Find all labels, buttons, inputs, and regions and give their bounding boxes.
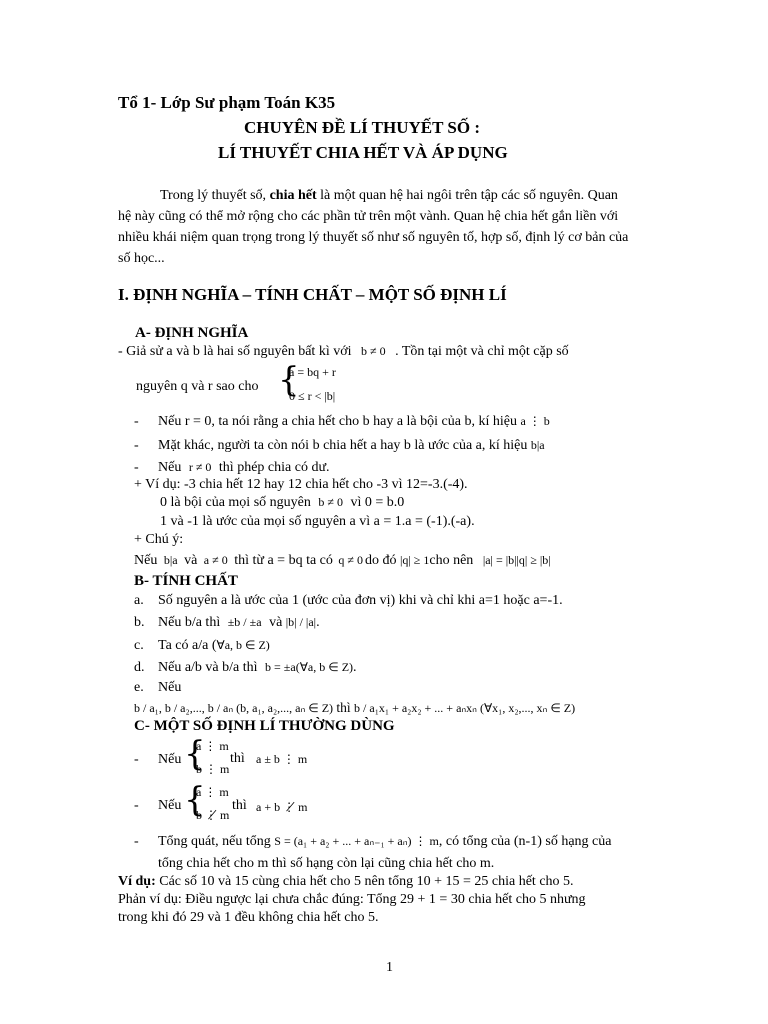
def-text: Nếu (158, 460, 182, 475)
math-b-nonzero: b ≠ 0 (361, 344, 386, 358)
prop-text: và (269, 615, 283, 630)
note-line (134, 553, 551, 569)
prop-label-c: c. (134, 638, 144, 653)
theorem2-result: a + b ⋮̸ m (256, 800, 308, 814)
example-line1: + Ví dụ: -3 chia hết 12 hay 12 chia hết cho -3 vì 12=-3.(-4). (134, 477, 468, 492)
def-text: - Giả sử a và b là hai số nguyên bất kì với (118, 344, 352, 359)
math-divisible: a ⋮ b (520, 414, 550, 428)
prop-b (158, 615, 320, 631)
math-r-nonzero: r ≠ 0 (188, 460, 212, 474)
theorem1-if: Nếu (158, 752, 182, 767)
math-divides-combination: b / a₁x₁ + a₂x₂ + ... + aₙxₙ (∀x₁, x₂,..., xₙ ∈ Z) (354, 701, 576, 715)
math-divides-each: b / a₁, b / a₂,..., b / aₙ (b, a₁, a₂,..., aₙ ∈ Z) (134, 701, 334, 715)
math-sum-divisible: S = (a₁ + a₂ + ... + aₙ₋₁ + aₙ) ⋮ m (274, 834, 439, 848)
def-line2: nguyên q và r sao cho (136, 379, 259, 394)
theorem3-line2: tổng chia hết cho m thì số hạng còn lại cũng chia hết cho m. (158, 856, 495, 871)
theorem-text: Tổng quát, nếu tổng (158, 834, 271, 849)
definition-heading: A- ĐỊNH NGHĨA (135, 325, 249, 341)
theorem1-cond1: a ⋮ m (196, 739, 229, 753)
bullet-dash: - (134, 798, 139, 813)
intro-text: Trong lý thuyết số, (160, 188, 270, 203)
section-heading: I. ĐỊNH NGHĨA – TÍNH CHẤT – MỘT SỐ ĐỊNH LÍ (118, 285, 507, 304)
theorem2-cond2: b ⋮̸ m (196, 808, 230, 822)
def-line1 (118, 344, 569, 360)
def-text: . Tồn tại một và chỉ một cặp số (395, 344, 569, 359)
bullet-dash: - (134, 752, 139, 767)
brace-icon: { (184, 734, 206, 774)
bullet-dash: - (134, 414, 139, 429)
def-text: Nếu (134, 553, 158, 568)
bullet-dash: - (134, 460, 139, 475)
def-text: và (184, 553, 198, 568)
example-line2 (160, 495, 404, 511)
prop-label-d: d. (134, 660, 145, 675)
def-text: thì phép chia có dư. (218, 460, 330, 475)
prop-text: Ta có a/a ( (158, 638, 217, 653)
math-q-nonzero: q ≠ 0 (338, 553, 363, 567)
math-abs-q: |q| ≥ 1 (399, 553, 430, 567)
system-eq1: a = bq + r (289, 365, 336, 379)
theorem1-result: a ± b ⋮ m (256, 752, 308, 766)
prop-e-if: Nếu (158, 680, 182, 695)
note-label: + Chú ý: (134, 532, 184, 547)
intro-line2: hệ này cũng có thể mở rộng cho các phần tử trên một vành. Quan hệ chia hết gắn liền với (118, 209, 619, 224)
math-b-equals-pm-a: b = ±a(∀a, b ∈ Z) (265, 660, 354, 674)
theorem2-then: thì (232, 798, 247, 813)
math-divides: b|a (530, 438, 545, 452)
def-text: thì từ a = bq ta có (234, 553, 333, 568)
group-name: Tổ 1- Lớp Sư phạm Toán K35 (118, 93, 336, 112)
counterexample-line2: trong khi đó 29 và 1 đều không chia hết cho 5. (118, 910, 379, 925)
intro-line4: số học... (118, 251, 165, 266)
theorem-text: , có tổng của (n-1) số hạng của (438, 834, 612, 849)
def-text: vì 0 = b.0 (350, 495, 405, 510)
math-abs-divide: |b| / |a| (285, 615, 317, 629)
intro-bold: chia hết (269, 188, 317, 203)
theorem1-then: thì (230, 751, 245, 766)
properties-heading: B- TÍNH CHẤT (134, 573, 238, 589)
theorems-heading: C- MỘT SỐ ĐỊNH LÍ THƯỜNG DÙNG (134, 718, 395, 734)
brace-icon: { (184, 780, 206, 820)
def-item2 (158, 438, 545, 454)
example-line3: 1 và -1 là ước của mọi số nguyên a vì a = 1.a = (-1).(-a). (160, 514, 475, 529)
page-number: 1 (386, 960, 393, 975)
def-text: do đó (364, 553, 397, 568)
doc-title-line1: CHUYÊN ĐỀ LÍ THUYẾT SỐ : (244, 118, 481, 137)
math-signed-divide: ±b / ±a (227, 615, 262, 629)
prop-label-e: e. (134, 680, 144, 695)
math-b-nonzero: b ≠ 0 (318, 495, 343, 509)
prop-text: . (316, 615, 320, 630)
example-paragraph (118, 874, 574, 890)
theorem2-cond1: a ⋮ m (196, 785, 229, 799)
math-divides: b|a (163, 553, 178, 567)
math-a-nonzero: a ≠ 0 (203, 553, 228, 567)
prop-d (158, 660, 357, 676)
doc-title-line2: LÍ THUYẾT CHIA HẾT VÀ ÁP DỤNG (218, 143, 508, 162)
prop-label-b: b. (134, 615, 145, 630)
brace-icon: { (278, 360, 300, 400)
prop-text: thì (336, 700, 351, 715)
theorem2-if: Nếu (158, 798, 182, 813)
bullet-dash: - (134, 438, 139, 453)
prop-label-a: a. (134, 593, 144, 608)
math-forall: ∀a, b ∈ Z) (216, 638, 270, 652)
def-item3 (158, 460, 330, 476)
prop-a: Số nguyên a là ước của 1 (ước của đơn vị) khi và chỉ khi a=1 hoặc a=-1. (158, 593, 563, 608)
def-text: cho nên (429, 553, 474, 568)
prop-text: Nếu a/b và b/a thì (158, 660, 258, 675)
bullet-dash: - (134, 834, 139, 849)
prop-c (158, 638, 270, 654)
prop-text: . (353, 660, 357, 675)
prop-e-formula (134, 700, 575, 716)
prop-text: Nếu b/a thì (158, 615, 221, 630)
def-text: 0 là bội của mọi số nguyên (160, 495, 311, 510)
counterexample-line1: Phản ví dụ: Điều ngược lại chưa chắc đúng: Tổng 29 + 1 = 30 chia hết cho 5 nhưng (118, 892, 586, 907)
theorem3-line1 (158, 834, 611, 850)
def-text: Nếu r = 0, ta nói rằng a chia hết cho b hay a là bội của b, kí hiệu (158, 414, 517, 429)
example-text: Các số 10 và 15 cùng chia hết cho 5 nên tổng 10 + 15 = 25 chia hết cho 5. (155, 874, 574, 889)
intro-line3: nhiều khái niệm quan trọng trong lý thuyết số như số nguyên tố, hợp số, định lý cơ bản của (118, 230, 629, 245)
system-eq2: 0 ≤ r < |b| (289, 389, 336, 403)
intro-text: là một quan hệ hai ngôi trên tập các số nguyên. Quan (316, 188, 618, 203)
example-label: Ví dụ: (118, 874, 156, 889)
def-item1 (158, 414, 550, 430)
def-text: Mặt khác, người ta còn nói b chia hết a hay b là ước của a, kí hiệu (158, 438, 528, 453)
math-abs-inequality: |a| = |b||q| ≥ |b| (482, 553, 551, 567)
theorem1-cond2: b ⋮ m (196, 762, 230, 776)
intro-line1 (160, 188, 618, 204)
